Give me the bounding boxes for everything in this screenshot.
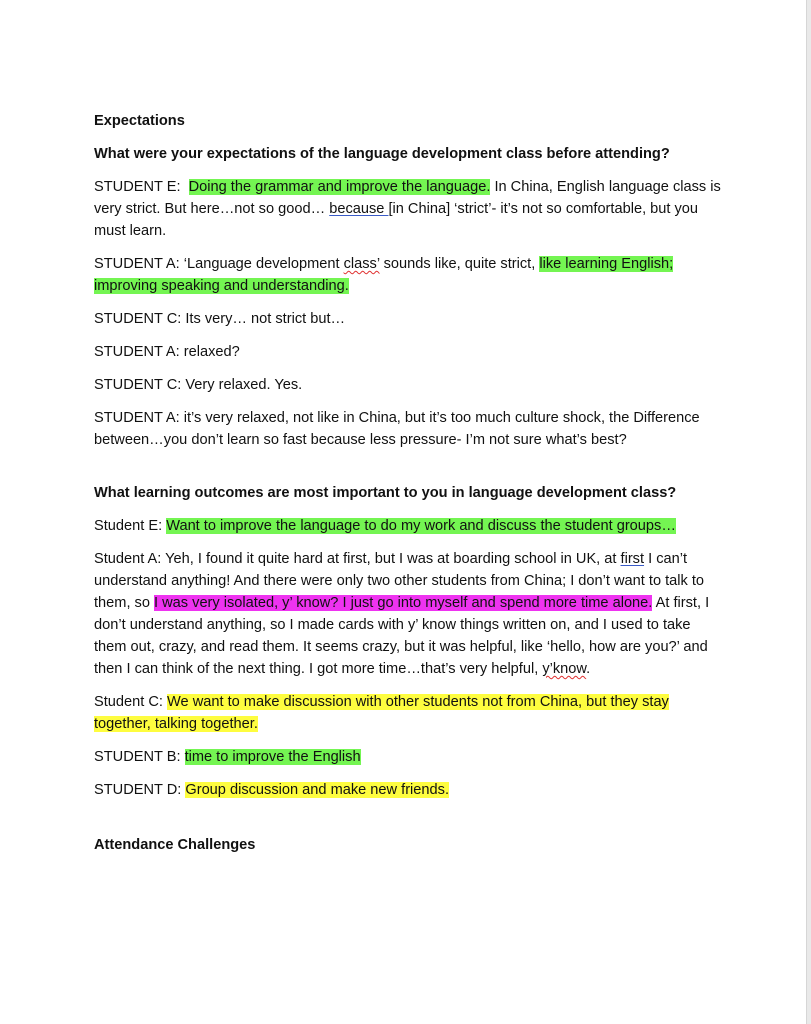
response-student-a-3: STUDENT A: it’s very relaxed, not like in China, but it’s too much culture shock, the Difference between…you don’t learn so fast because less pressure- I’m not sure what’s best? bbox=[94, 410, 700, 448]
response-student-c-2: STUDENT C: Very relaxed. Yes. bbox=[94, 377, 303, 393]
response-text: . bbox=[586, 661, 591, 677]
highlight-green: Doing the grammar and improve the language. bbox=[188, 179, 491, 195]
question-expectations: What were your expectations of the language development class before attending? bbox=[94, 146, 670, 162]
speaker-label: Student C: bbox=[94, 694, 168, 710]
speaker-label: STUDENT B: bbox=[94, 749, 185, 765]
highlight-yellow: Group discussion and make new friends. bbox=[185, 782, 449, 798]
spelling-flag-word: class’ bbox=[343, 256, 380, 272]
question-learning-outcomes: What learning outcomes are most important to you in language development class? bbox=[94, 485, 677, 501]
window-edge bbox=[806, 0, 811, 1024]
document-body bbox=[94, 110, 724, 867]
highlight-green: like learning English; improving speaking and understanding. bbox=[94, 256, 674, 294]
speaker-label: STUDENT E: bbox=[94, 179, 181, 195]
spacer bbox=[94, 812, 724, 834]
section-heading-expectations: Expectations bbox=[94, 113, 185, 129]
response-text: In China, English language class is very strict. But here…not so good… bbox=[94, 179, 721, 217]
speaker-label: STUDENT D: bbox=[94, 782, 186, 798]
response-student-e bbox=[94, 176, 724, 242]
highlight-green: Want to improve the language to do my work and discuss the student groups… bbox=[166, 518, 676, 534]
response-text: At first, I don’t understand anything, so I made cards with y’ know things written on, and I used to take them out, crazy, and read them. It seems crazy, but it was helpful, like ‘hello, how are you?’ and then I can think of the next thing. I got more time…that’s very helpful, bbox=[94, 595, 710, 677]
response-student-c-3 bbox=[94, 691, 724, 735]
response-student-a-4 bbox=[94, 548, 724, 680]
response-student-a-1 bbox=[94, 253, 724, 297]
highlight-green: time to improve the English bbox=[184, 749, 361, 765]
response-student-e-2 bbox=[94, 515, 724, 537]
response-text: sounds like, quite strict, bbox=[379, 256, 540, 272]
highlight-magenta: I was very isolated, y’ know? I just go into myself and spend more time alone. bbox=[154, 595, 653, 611]
section-heading-attendance: Attendance Challenges bbox=[94, 837, 256, 853]
response-text: [in China] ‘strict’- it’s not so comfortable, but you must learn. bbox=[94, 201, 699, 239]
spacer bbox=[94, 462, 724, 482]
response-student-c-1: STUDENT C: Its very… not strict but… bbox=[94, 311, 346, 327]
response-text: Student A: Yeh, I found it quite hard at first, but I was at boarding school in UK, at bbox=[94, 551, 621, 567]
grammar-flag-underline: first bbox=[620, 551, 645, 567]
grammar-flag-underline: because bbox=[329, 201, 389, 217]
response-student-d bbox=[94, 779, 724, 801]
response-text: STUDENT A: ‘Language development bbox=[94, 256, 344, 272]
speaker-label: Student E: bbox=[94, 518, 167, 534]
spelling-flag-word: y’know bbox=[542, 661, 587, 677]
response-student-a-2: STUDENT A: relaxed? bbox=[94, 344, 240, 360]
highlight-yellow: We want to make discussion with other students not from China, but they stay together, talking together. bbox=[94, 694, 669, 732]
response-text: I can’t understand anything! And there were only two other students from China; I don’t want to talk to them, so bbox=[94, 551, 705, 611]
response-student-b bbox=[94, 746, 724, 768]
